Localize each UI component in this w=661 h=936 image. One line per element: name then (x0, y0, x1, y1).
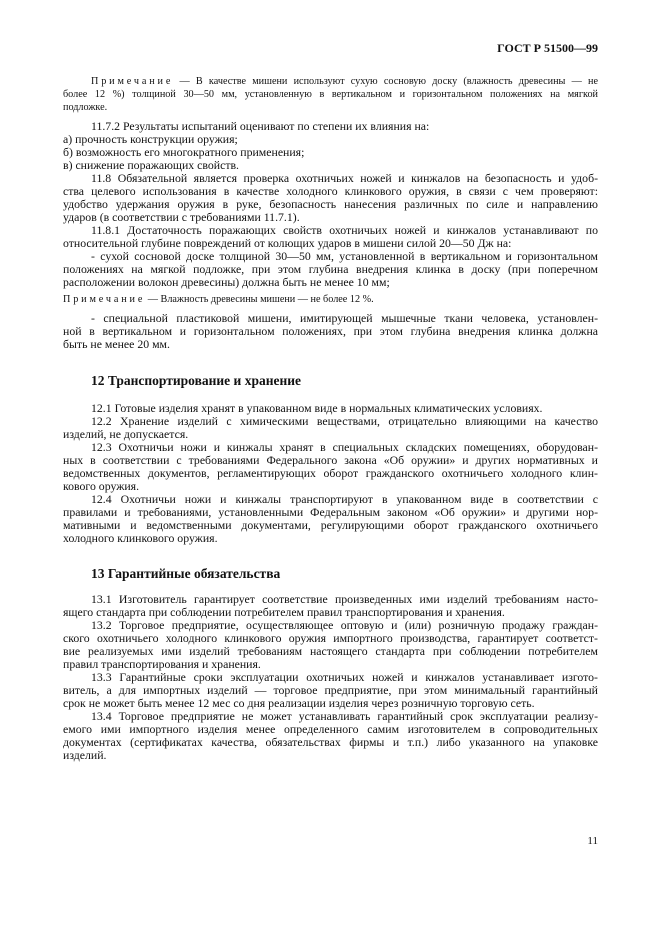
clause-11-body (63, 120, 598, 289)
item-plastic (63, 312, 598, 351)
para-13-4-line: изделий. (63, 748, 107, 762)
para-12-4-line: мативными и ведомственными документами, регулирующими оборот гражданского охотничьего (63, 518, 598, 532)
para-12-4-line: правилами и требованиями, установленными Федеральным законом «Об оружии» и другими нор- (63, 505, 598, 519)
para-13-4-line: 13.4 Торговое предприятие не может устанавливать гарантийный срок эксплуатации реализу- (91, 709, 598, 723)
note-target (63, 75, 598, 114)
para-12-2-line: 12.2 Хранение изделий с химическими веществами, отрицательно влияющими на качество (91, 414, 598, 428)
note-moisture-line (63, 293, 598, 306)
document-id-header: ГОСТ Р 51500—99 (497, 41, 598, 55)
para-13-3-line: срок не может быть менее 12 мес со дня реализации изделия через розничную торговую сеть. (63, 696, 535, 710)
item-board-line: положениях на мягкой подложке, при этом глубина внедрения клинка в доску (при поперечном (63, 262, 598, 276)
para-13-2-line: правил транспортирования и хранения. (63, 657, 261, 671)
para-11-8-1-line: относительной глубине повреждений от колющих ударов в мишени силой 20—50 Дж на: (63, 236, 512, 250)
para-12-3-line: ных в соответствии с требованиями Федерального закона «Об оружии» и других нормативных и (63, 453, 598, 467)
item-plastic-line: быть не менее 20 мм. (63, 337, 170, 351)
para-12-4-line: 12.4 Охотничьи ножи и кинжалы транспортируют в упакованном виде в соответствии с (91, 492, 598, 506)
item-board-line: - сухой сосновой доске толщиной 30—50 мм, установленной в вертикальном и горизонтальном (91, 249, 598, 263)
para-13-3-line: витель, а для импортных изделий — торговое предприятие, при этом минимальный гарантийный (63, 683, 598, 697)
para-13-3-line: 13.3 Гарантийные сроки эксплуатации охотничьих ножей и кинжалов устанавливает изгото- (91, 670, 598, 684)
para-11-7-2-line: 11.7.2 Результаты испытаний оценивают по степени их влияния на: (91, 119, 430, 133)
note-target-line (63, 75, 598, 88)
note-text: — В качестве мишени используют сухую сосновую доску (влажность древесины — не (179, 76, 598, 87)
note-target-line: более 12 %) толщиной 30—50 мм, установленную в вертикальном и горизонтальном положениях на мягкой (63, 89, 598, 100)
note-moisture (63, 293, 598, 306)
para-11-8-line: ударов (в соответствии с требованиями 11.7.1). (63, 210, 300, 224)
para-13-2-line: вие реализуемых ими изделий требованиям настоящего стандарта при соблюдении потребителем (63, 644, 598, 658)
item-board-line: расположении волокон древесины) должна быть не менее 10 мм; (63, 275, 390, 289)
list-item: а) прочность конструкции оружия; (63, 132, 238, 146)
item-plastic-line: ной в вертикальном и горизонтальном положениях, при этом глубина внедрения клинка должна (63, 324, 598, 338)
section-12-body (63, 402, 598, 545)
para-13-2-line: ского охотничьего холодного клинкового оружия импортного производства, гарантирует соответст- (63, 631, 598, 645)
para-12-3-line: ведомственных документов, регламентирующих оборот гражданского охотничьего холодного клин- (63, 466, 598, 480)
para-13-4-line: документах (сертификатах качества, обязательствах фирмы и т.п.) либо указанного на упаковке (63, 735, 598, 749)
section-12-heading: 12 Транспортирование и хранение (91, 373, 302, 388)
para-11-8-line: ства целевого использования в качестве холодного клинкового оружия, в связи с чем проверяют: (63, 184, 598, 198)
para-12-3-line: 12.3 Охотничьи ножи и кинжалы хранят в специальных складских помещениях, оборудован- (91, 440, 598, 454)
section-13-heading: 13 Гарантийные обязательства (91, 566, 281, 581)
para-12-1-line: 12.1 Готовые изделия хранят в упакованном виде в нормальных климатических условиях. (91, 401, 543, 415)
section-13-body (63, 593, 598, 762)
para-13-4-line: емого ими импортного изделия менее определенного самим изготовителем в сопроводительных (63, 722, 598, 736)
para-13-1-line: 13.1 Изготовитель гарантирует соответствие произведенных ими изделий требованиям насто- (91, 592, 598, 606)
para-12-2-line: изделий, не допускается. (63, 427, 189, 441)
list-item: в) снижение поражающих свойств. (63, 158, 239, 172)
note-text: — Влажность древесины мишени — не более 12 %. (147, 294, 374, 305)
note-target-line: подложке. (63, 102, 108, 113)
list-item: б) возможность его многократного применения; (63, 145, 305, 159)
para-12-3-line: кового оружия. (63, 479, 140, 493)
para-11-8-line: 11.8 Обязательной является проверка охотничьих ножей и кинжалов на безопасность и удоб- (91, 171, 598, 185)
page-number: 11 (587, 835, 598, 847)
item-plastic-line: - специальной пластиковой мишени, имитирующей мышечные ткани человека, установлен- (91, 311, 598, 325)
note-label: Примечание (63, 294, 146, 305)
para-13-1-line: ящего стандарта при соблюдении потребителем правил транспортирования и хранения. (63, 605, 505, 619)
note-label: Примечание (91, 76, 174, 87)
para-13-2-line: 13.2 Торговое предприятие, осуществляющее оптовую и (или) розничную продажу граждан- (91, 618, 598, 632)
para-12-4-line: холодного клинкового оружия. (63, 531, 218, 545)
para-11-8-1-line: 11.8.1 Достаточность поражающих свойств охотничьих ножей и кинжалов устанавливают по (91, 223, 598, 237)
para-11-8-line: удобство удержания оружия в руке, безопасность нанесения различных по силе и направлению (63, 197, 598, 211)
